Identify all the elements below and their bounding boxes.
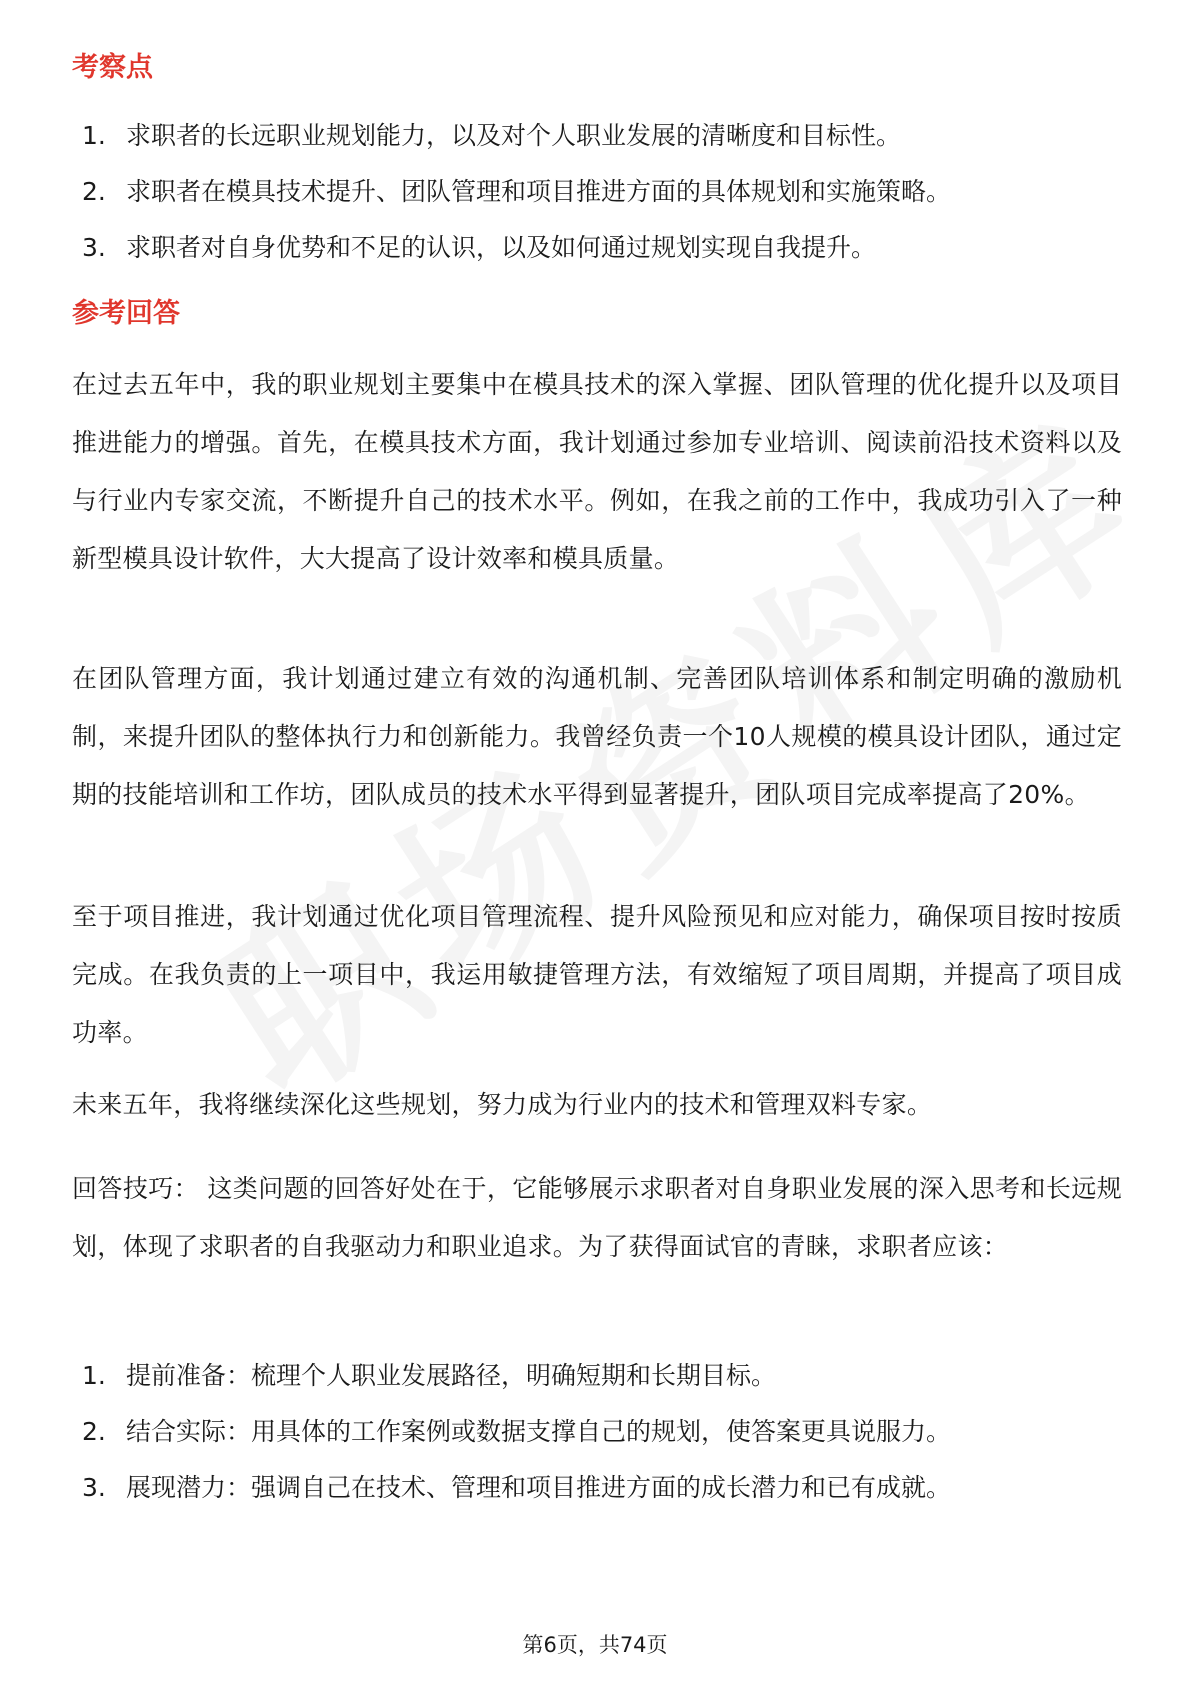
list-item: [82, 118, 1142, 174]
list-item-text: 求职者的长远职业规划能力，以及对个人职业发展的清晰度和目标性。: [126, 121, 902, 150]
tips-list: [82, 1358, 1142, 1526]
list-item-number: 1.: [82, 121, 106, 150]
list-item-text: 提前准备：梳理个人职业发展路径，明确短期和长期目标。: [126, 1361, 777, 1390]
list-item: [82, 1414, 1142, 1470]
list-item-number: 1.: [82, 1361, 106, 1390]
list-item-text: 展现潜力：强调自己在技术、管理和项目推进方面的成长潜力和已有成就。: [126, 1473, 952, 1502]
list-item-text: 求职者对自身优势和不足的认识，以及如何通过规划实现自我提升。: [126, 233, 877, 262]
section-heading-reference-answer: 参考回答: [72, 298, 180, 329]
examination-points-list: [82, 118, 1142, 286]
list-item: [82, 230, 1142, 286]
answer-paragraph-1: 在过去五年中，我的职业规划主要集中在模具技术的深入掌握、团队管理的优化提升以及项目推进能力的增强。首先，在模具技术方面，我计划通过参加专业培训、阅读前沿技术资料以及与行业内专家交流，不断提升自己的技术水平。例如，在我之前的工作中，我成功引入了一种新型模具设计软件，大大提高了设计效率和模具质量。: [72, 370, 1122, 573]
list-item-text: 求职者在模具技术提升、团队管理和项目推进方面的具体规划和实施策略。: [126, 177, 952, 206]
list-item-text: 结合实际：用具体的工作案例或数据支撑自己的规划，使答案更具说服力。: [126, 1417, 952, 1446]
list-item-number: 2.: [82, 177, 106, 206]
list-item: [82, 1358, 1142, 1414]
section-heading-examination-points: 考察点: [72, 52, 153, 83]
answer-paragraph-4: 未来五年，我将继续深化这些规划，努力成为行业内的技术和管理双料专家。: [72, 1090, 933, 1119]
list-item-number: 3.: [82, 1473, 106, 1502]
list-item: [82, 1470, 1142, 1526]
answer-tips-paragraph: 回答技巧： 这类问题的回答好处在于，它能够展示求职者对自身职业发展的深入思考和长远规划，体现了求职者的自我驱动力和职业追求。为了获得面试官的青睐，求职者应该：: [72, 1174, 1122, 1261]
page-number-footer: 第6页，共74页: [522, 1633, 668, 1657]
list-item: [82, 174, 1142, 230]
answer-paragraph-3: 至于项目推进，我计划通过优化项目管理流程、提升风险预见和应对能力，确保项目按时按质完成。在我负责的上一项目中，我运用敏捷管理方法，有效缩短了项目周期，并提高了项目成功率。: [72, 902, 1122, 1047]
list-item-number: 3.: [82, 233, 106, 262]
answer-paragraph-2: 在团队管理方面，我计划通过建立有效的沟通机制、完善团队培训体系和制定明确的激励机制，来提升团队的整体执行力和创新能力。我曾经负责一个10人规模的模具设计团队，通过定期的技能培训和工作坊，团队成员的技术水平得到显著提升，团队项目完成率提高了20%。: [72, 664, 1122, 809]
list-item-number: 2.: [82, 1417, 106, 1446]
